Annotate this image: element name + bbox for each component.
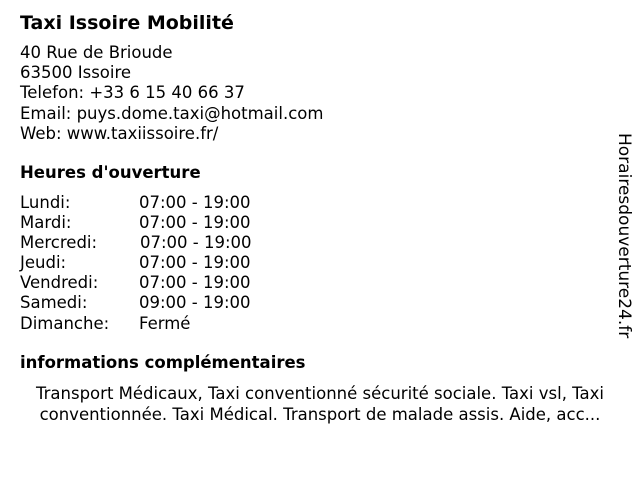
time-value: Fermé xyxy=(139,313,191,333)
business-name: Taxi Issoire Mobilité xyxy=(20,12,234,34)
site-watermark: Horairesdouverture24.fr xyxy=(614,133,634,339)
day-label: Vendredi: xyxy=(20,273,99,293)
city-postcode: 63500 Issoire xyxy=(20,63,132,83)
day-label: Samedi: xyxy=(20,293,88,313)
contact-block xyxy=(20,43,323,144)
day-label: Lundi: xyxy=(20,193,71,212)
time-value: 07:00 - 19:00 xyxy=(139,213,251,233)
additional-info-text: Transport Médicaux, Taxi conventionné sécurité sociale. Taxi vsl, Taxi conventionnée. Taxi Médical. Transport de malade assis. Aide, acc... xyxy=(35,384,604,424)
time-value: 09:00 - 19:00 xyxy=(139,293,251,313)
time-value: 07:00 - 19:00 xyxy=(139,273,251,293)
time-value: 07:00 - 19:00 xyxy=(139,193,251,212)
time-value: 07:00 - 19:00 xyxy=(140,233,252,253)
website-address: Web: www.taxiissoire.fr/ xyxy=(20,123,219,143)
additional-info-heading: informations complémentaires xyxy=(20,353,306,372)
day-label: Jeudi: xyxy=(20,253,67,273)
opening-hours-heading: Heures d'ouverture xyxy=(20,163,201,182)
street-address: 40 Rue de Brioude xyxy=(20,43,173,62)
phone-number: Telefon: +33 6 15 40 66 37 xyxy=(20,83,245,103)
day-label: Mercredi: xyxy=(20,233,98,253)
day-label: Mardi: xyxy=(20,213,72,233)
email-address: Email: puys.dome.taxi@hotmail.com xyxy=(20,103,324,123)
day-label: Dimanche: xyxy=(20,313,110,333)
time-value: 07:00 - 19:00 xyxy=(139,253,251,273)
